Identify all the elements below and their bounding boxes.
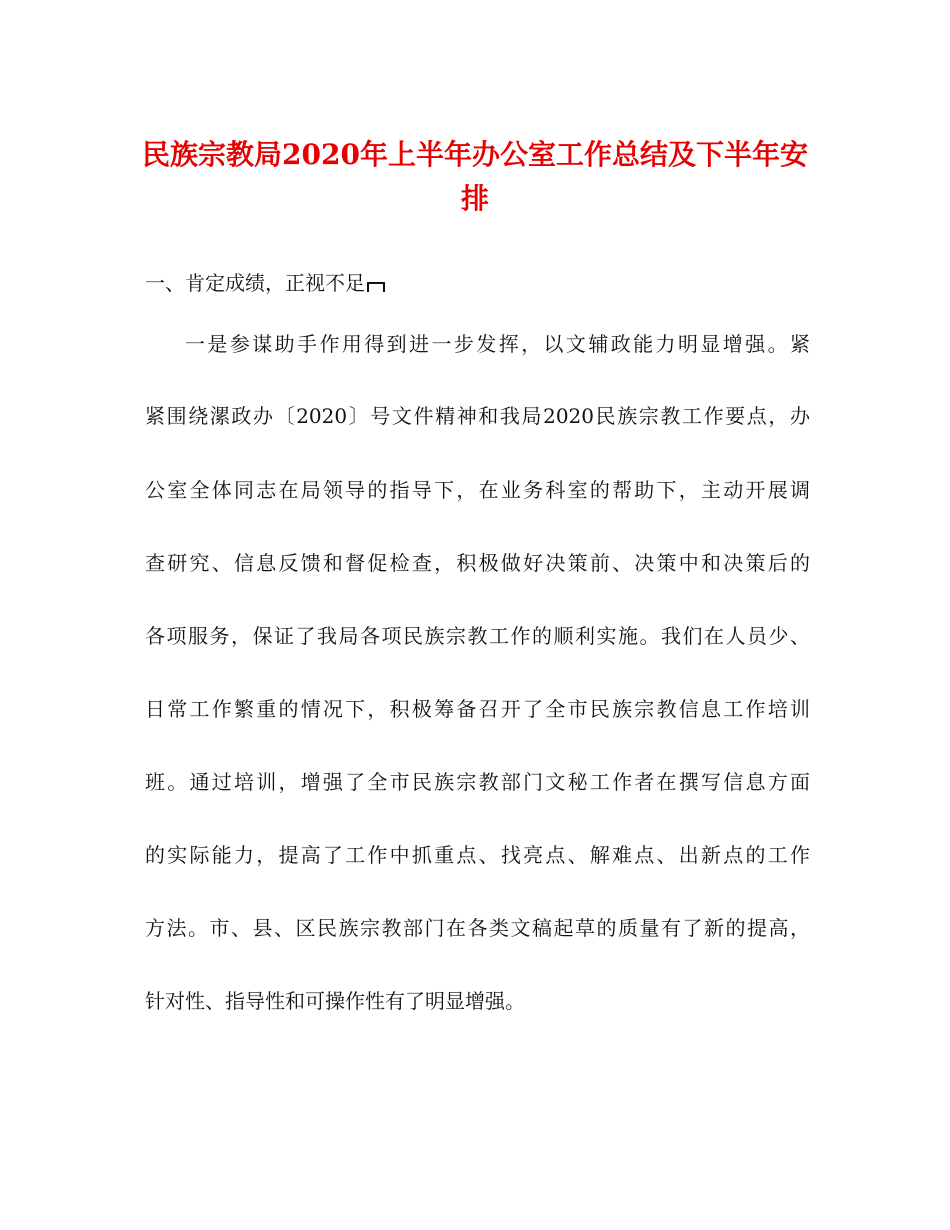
paragraph-line-2: 紧围绕漯政办〔2020〕号文件精神和我局2020民族宗教工作要点，办: [145, 404, 810, 428]
document-title-line-1: 民族宗教局2020年上半年办公室工作总结及下半年安: [142, 138, 808, 171]
document-title-line-2: 排: [460, 182, 489, 215]
paragraph-line-7: 班。通过培训，增强了全市民族宗教部门文秘工作者在撰写信息方面: [145, 770, 810, 794]
paragraph-line-10: 针对性、指导性和可操作性有了明显增强。: [145, 989, 525, 1013]
paragraph-line-6: 日常工作繁重的情况下，积极筹备召开了全市民族宗教信息工作培训: [145, 697, 810, 721]
paragraph-line-5: 各项服务，保证了我局各项民族宗教工作的顺利实施。我们在人员少、: [145, 624, 810, 648]
section-heading: [145, 269, 810, 297]
paragraph-line-9: 方法。市、县、区民族宗教部门在各类文稿起草的质量有了新的提高，: [145, 916, 810, 940]
paragraph-line-3: 公室全体同志在局领导的指导下，在业务科室的帮助下，主动开展调: [145, 478, 810, 502]
paragraph-line-4: 查研究、信息反馈和督促检查，积极做好决策前、决策中和决策后的: [145, 551, 810, 575]
paragraph-line-8: 的实际能力，提高了工作中抓重点、找亮点、解难点、出新点的工作: [145, 843, 810, 867]
paragraph-line-1: 一是参谋助手作用得到进一步发挥，以文辅政能力明显增强。紧: [185, 332, 810, 356]
underline-mark-icon: [367, 282, 385, 292]
section-heading-text: 一、肯定成绩，正视不足: [145, 271, 365, 295]
